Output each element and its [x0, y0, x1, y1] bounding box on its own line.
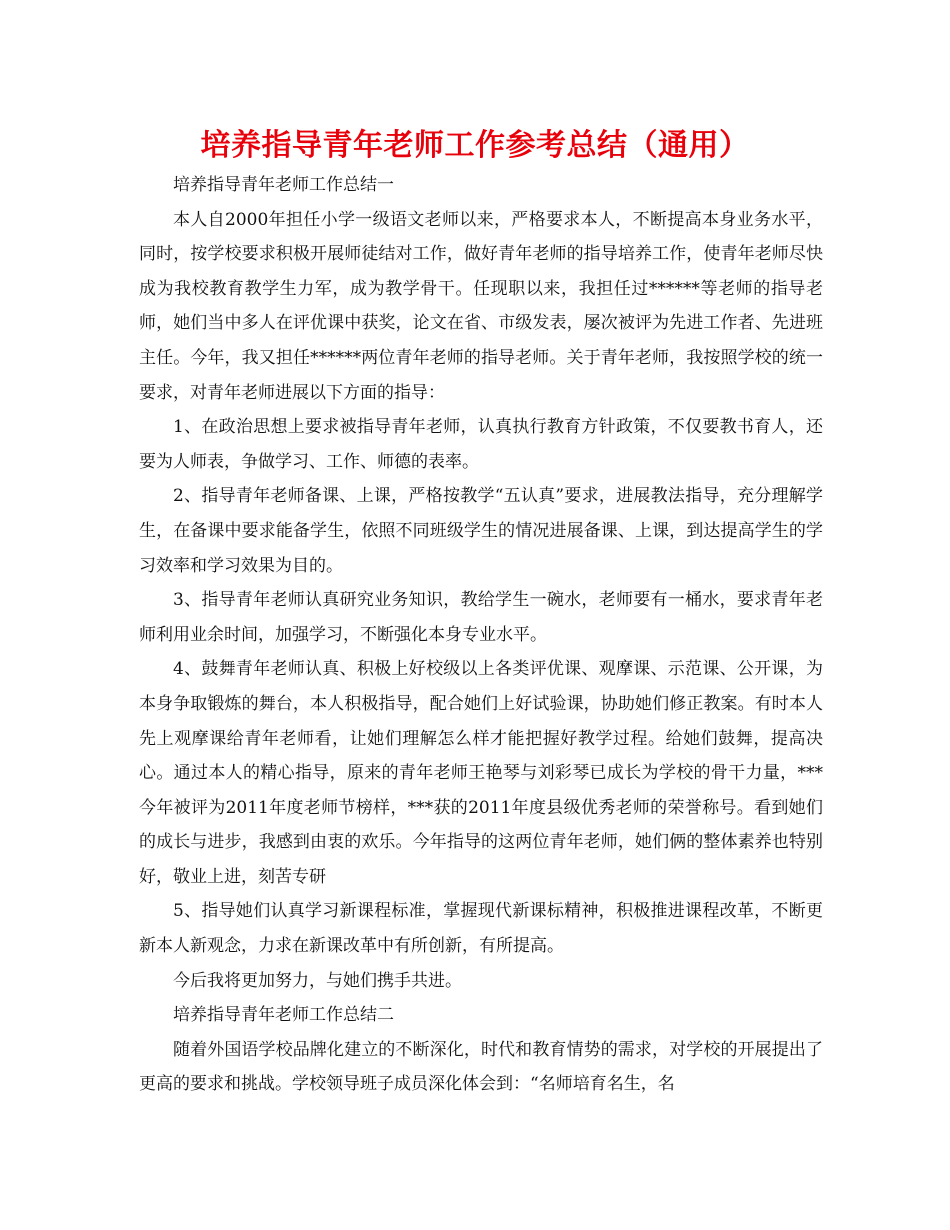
paragraph-point-4: 4、鼓舞青年老师认真、积极上好校级以上各类评优课、观摩课、示范课、公开课，为本身争取锻炼的舞台，本人积极指导，配合她们上好试验课，协助她们修正教案。有时本人先上观摩课给青年老师看，让她们理解怎么样才能把握好教学过程。给她们鼓舞，提高决心。通过本人的精心指导，原来的青年老师王艳琴与刘彩琴已成长为学校的骨干力量，***今年被评为2011年度老师节榜样，***获的2011年度县级优秀老师的荣誉称号。看到她们的成长与进步，我感到由衷的欢乐。今年指导的这两位青年老师，她们俩的整体素养也特别好，敬业上进，刻苦专研: [139, 659, 823, 887]
paragraph-point-1: 1、在政治思想上要求被指导青年老师，认真执行教育方针政策，不仅要教书育人，还要为人师表，争做学习、工作、师德的表率。: [139, 417, 823, 472]
paragraph-section-two: 随着外国语学校品牌化建立的不断深化，时代和教育情势的需求，对学校的开展提出了更高的要求和挑战。学校领导班子成员深化体会到：“名师培育名生，名: [139, 1039, 823, 1095]
paragraph-point-2: 2、指导青年老师备课、上课，严格按教学“五认真”要求，进展教法指导，充分理解学生，在备课中要求能备学生，依照不同班级学生的情况进展备课、上课，到达提高学生的学习效率和学习效果为目的。: [139, 486, 823, 576]
document-body: [139, 168, 823, 1102]
section-heading-two: 培养指导青年老师工作总结二: [173, 1005, 394, 1026]
paragraph-closing: 今后我将更加努力，与她们携手共进。: [173, 970, 462, 991]
paragraph-intro: 本人自2000年担任小学一级语文老师以来，严格要求本人，不断提高本身业务水平，同时，按学校要求积极开展师徒结对工作，做好青年老师的指导培养工作，使青年老师尽快成为我校教育教学生力军，成为教学骨干。任现职以来，我担任过******等老师的指导老师，她们当中多人在评优课中获奖，论文在省、市级发表，屡次被评为先进工作者、先进班主任。今年，我又担任******两位青年老师的指导老师。关于青年老师，我按照学校的统一要求，对青年老师进展以下方面的指导：: [139, 209, 823, 403]
paragraph-point-3: 3、指导青年老师认真研究业务知识，教给学生一碗水，老师要有一桶水，要求青年老师利用业余时间，加强学习，不断强化本身专业水平。: [139, 590, 823, 645]
document-title: 培养指导青年老师工作参考总结（通用）: [200, 128, 750, 163]
paragraph-point-5: 5、指导她们认真学习新课程标准，掌握现代新课标精神，积极推进课程改革，不断更新本人新观念，力求在新课改革中有所创新，有所提高。: [139, 901, 823, 957]
section-heading-one: 培养指导青年老师工作总结一: [173, 175, 394, 195]
